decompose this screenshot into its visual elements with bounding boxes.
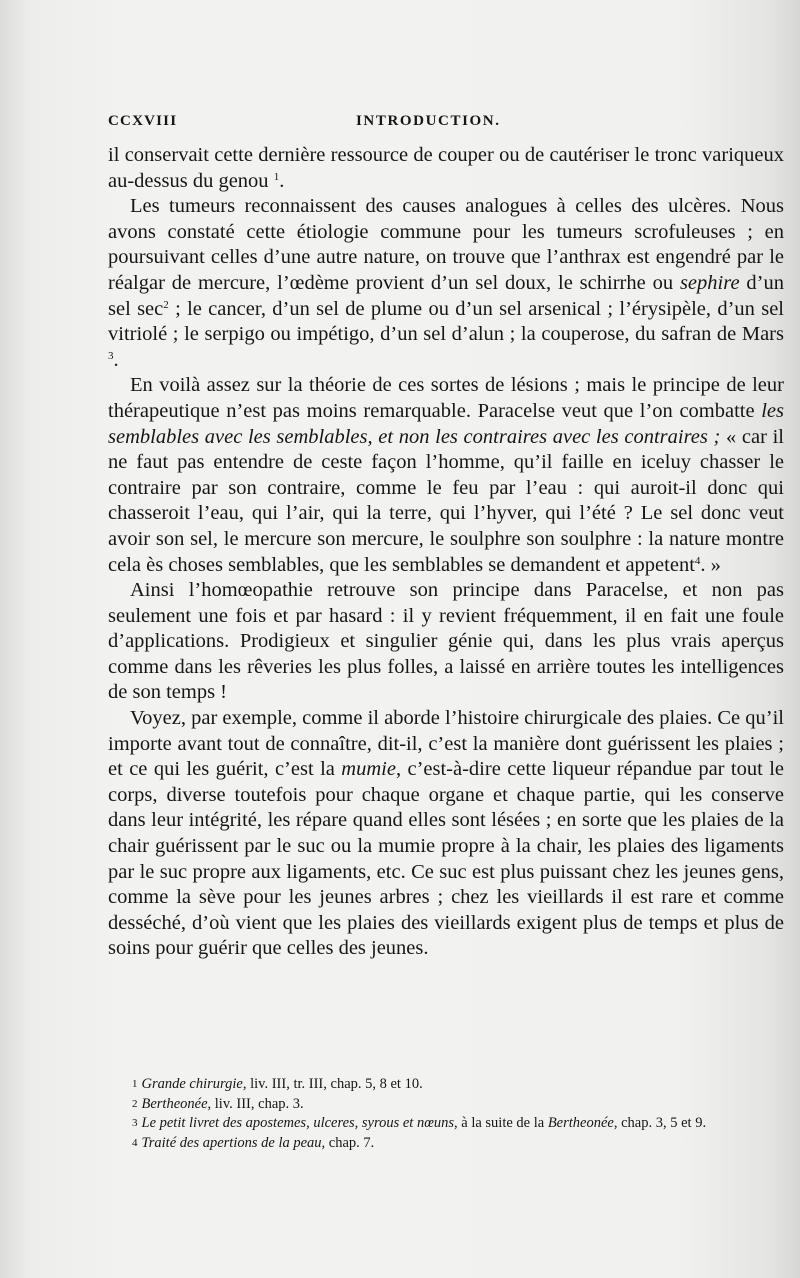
text-run: , c’est-à-dire cette liqueur répandue par tout le corps, diverse toutefois pour chaque organe et chaque partie, qui les conserve dans leur intégrité, les répare quand elles sont lésées ; en sorte que les plaies de la chair guérissent par le suc ou la mumie propre à la chair, les plaies des ligaments par le suc propre aux ligaments, etc. Ce suc est plus puissant chez les jeunes gens, comme la sève pour les jeunes arbres ; chez les vieillards il est rare et comme desséché, d’où vient que les plaies des vieillards exigent plus de temps et plus de soins pour guérir que celles des jeunes. [108, 758, 784, 960]
footnote-title: Bertheonée [141, 1095, 208, 1112]
footnote-number: 4 [132, 1136, 138, 1149]
footnote-text: , liv. III, chap. 3. [207, 1095, 304, 1112]
italic-term: sephire [679, 271, 740, 294]
text-run: Les tumeurs reconnaissent des causes analogues à celles des ulcères. Nous avons constaté cette étiologie commune pour les tumeurs scrofuleuses ; en poursuivant celles d’une autre nature, on trouve que l’anthrax est engendré par le réalgar de mercure, l’œdème provient d’un sel doux, le schirrhe ou [108, 195, 784, 294]
paragraph-2 [108, 194, 784, 373]
footnote-text: , liv. III, tr. III, chap. 5, 8 et 10. [242, 1076, 423, 1092]
text-run: « car il ne faut pas entendre de ceste façon l’homme, qu’il faille en iceluy chasser le contraire par son contraire, comme le feu par l’eau : qui auroit-il donc qui chasseroit l’eau, qui l’air, qui la terre, qui l’hyver, qui l’été ? Le sel donc veut avoir son sel, le mercure son mercure, le soulphre son soulphre : la nature montre cela ès choses semblables, que les semblables se demandent et appetent [108, 425, 784, 576]
paragraph-5 [108, 706, 784, 962]
footnote-title: Le petit livret des apostemes, ulceres, syrous et nœuns [141, 1115, 455, 1131]
paragraph-1 [108, 143, 784, 194]
footnote-3 [108, 1114, 784, 1134]
footnote-2 [108, 1095, 784, 1115]
footnote-text: , chap. 3, 5 et 9. [613, 1115, 707, 1131]
footnote-title: Grande chirurgie [141, 1076, 243, 1092]
footnote-number: 3 [132, 1117, 138, 1129]
footnote-ref: 1 [273, 170, 280, 183]
text-run: En voilà assez sur la théorie de ces sortes de lésions ; mais le principe de leur thérapeutique n’est pas moins remarquable. Paracelse veut que l’on combatte [108, 374, 784, 422]
text-run: . [279, 169, 285, 192]
footnote-number: 1 [132, 1078, 138, 1090]
italic-term: mumie [341, 758, 396, 781]
text-run: Voyez, par exemple, comme il aborde l’histoire chirurgicale des plaies. Ce qu’il importe avant tout de connaître, dit-il, c’est la manière dont guérissent les plaies ; et ce qui les guérit, c’est la [108, 707, 784, 781]
running-header [108, 113, 788, 137]
body-text [108, 143, 784, 962]
footnote-ref: 2 [163, 298, 169, 311]
footnote-number: 2 [132, 1097, 138, 1110]
footnote-text: , à la suite de la [454, 1115, 548, 1131]
text-run: ; le cancer, d’un sel de plume ou d’un sel arsenical ; l’érysipèle, d’un sel vitriolé ; le serpigo ou impétigo, d’un sel d’alun ; la couperose, du safran de Mars [108, 297, 785, 346]
page-number: CCXVIII [108, 113, 178, 129]
footnote-ref: 3 [108, 349, 114, 362]
running-title: INTRODUCTION. [356, 113, 501, 129]
paragraph-4: Ainsi l’homœopathie retrouve son principe dans Paracelse, et non pas seulement une fois et par hasard : il y revient fréquemment, il en fait une foule d’applications. Prodigieux et singulier génie qui, dans les plus vrais aperçus comme dans les rêveries les plus folles, a laissé en arrière toutes les intelligences de son temps ! [108, 579, 784, 704]
text-run: . [113, 348, 119, 371]
footnotes [108, 1075, 784, 1153]
footnote-4 [108, 1134, 784, 1154]
footnote-1 [108, 1075, 784, 1095]
footnote-title: Bertheonée [547, 1115, 614, 1131]
footnote-ref: 4 [694, 554, 701, 567]
footnote-title: Traité des apertions de la peau [141, 1134, 322, 1151]
paragraph-3 [108, 373, 784, 578]
text-run: . » [700, 553, 721, 576]
footnote-text: , chap. 7. [321, 1134, 375, 1151]
text-run: il conservait cette dernière ressource de couper ou de cautériser le tronc variqueux au-dessus du genou [108, 144, 784, 192]
text-run: d’un sel sec [108, 271, 784, 320]
italic-quote: les semblables avec les semblables, et non les contraires avec les contraires ; [108, 399, 784, 448]
